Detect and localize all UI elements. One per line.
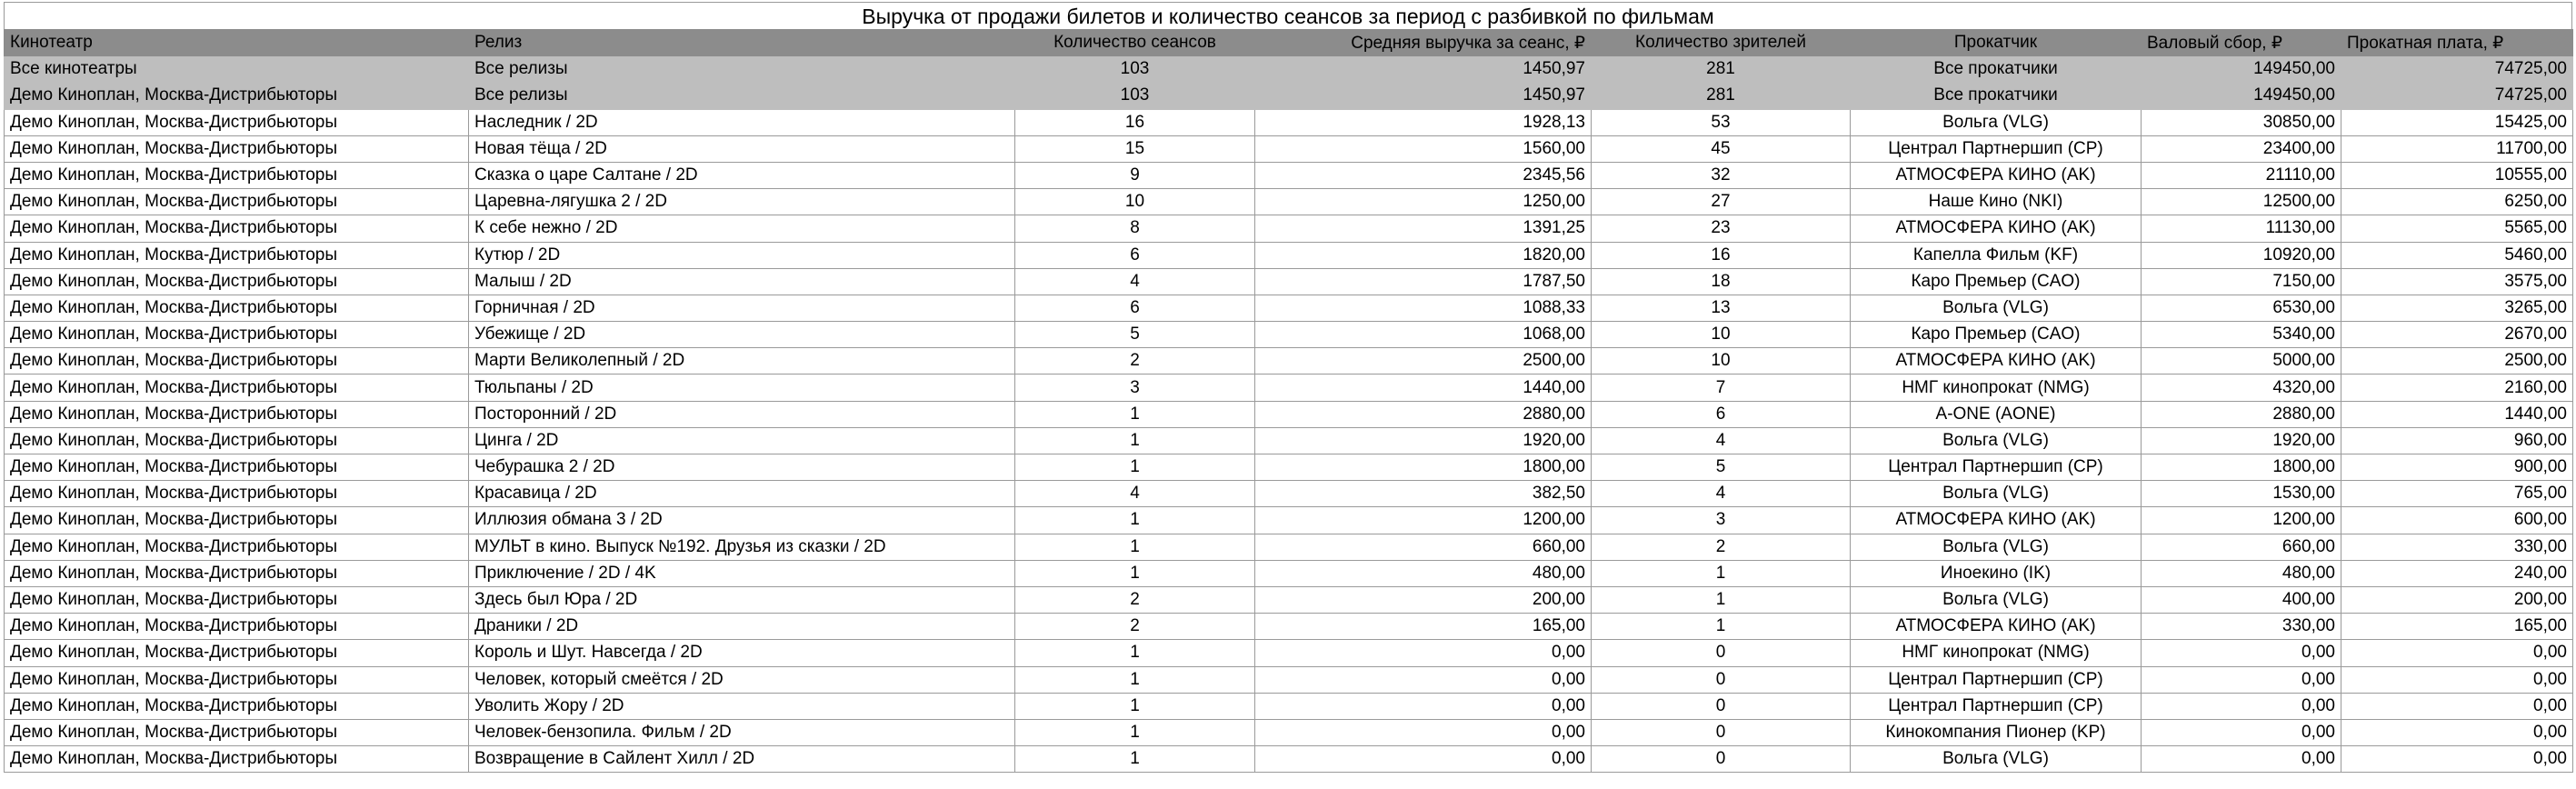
cell-distributor: Все прокатчики [1851, 56, 2142, 83]
cell-sessions: 1 [1015, 454, 1255, 481]
cell-sessions: 10 [1015, 189, 1255, 215]
cell-gross: 0,00 [2142, 666, 2341, 693]
cell-sessions: 2 [1015, 586, 1255, 613]
table-row[interactable] [5, 560, 2573, 586]
table-row[interactable] [5, 454, 2573, 481]
cell-release: Человек, который смеётся / 2D [469, 666, 1015, 693]
cell-rental-fee: 200,00 [2341, 586, 2573, 613]
cell-rental-fee: 6250,00 [2341, 189, 2573, 215]
cell-cinema: Демо Киноплан, Москва-Дистрибьюторы [5, 666, 469, 693]
header-distributor[interactable]: Прокатчик [1851, 30, 2142, 56]
table-row[interactable] [5, 693, 2573, 719]
cell-gross: 10920,00 [2142, 242, 2341, 268]
cell-rental-fee: 5565,00 [2341, 215, 2573, 242]
cell-sessions: 1 [1015, 427, 1255, 454]
cell-avg-revenue: 2500,00 [1255, 348, 1592, 375]
header-row [5, 30, 2573, 56]
cell-viewers: 1 [1592, 614, 1851, 640]
cell-release: Новая тёща / 2D [469, 135, 1015, 162]
cell-sessions: 1 [1015, 560, 1255, 586]
table-body [5, 56, 2573, 773]
cell-gross: 1800,00 [2142, 454, 2341, 481]
cell-avg-revenue: 1450,97 [1255, 56, 1592, 83]
cell-rental-fee: 3265,00 [2341, 295, 2573, 321]
cell-sessions: 103 [1015, 83, 1255, 109]
cell-viewers: 281 [1592, 83, 1851, 109]
cell-distributor: НМГ кинопрокат (NMG) [1851, 375, 2142, 401]
cell-gross: 0,00 [2142, 693, 2341, 719]
table-row[interactable] [5, 189, 2573, 215]
cell-gross: 2880,00 [2142, 401, 2341, 427]
cell-release: К себе нежно / 2D [469, 215, 1015, 242]
cell-release: Возвращение в Сайлент Хилл / 2D [469, 746, 1015, 773]
cell-cinema: Демо Киноплан, Москва-Дистрибьюторы [5, 375, 469, 401]
cell-rental-fee: 15425,00 [2341, 109, 2573, 135]
cell-rental-fee: 0,00 [2341, 746, 2573, 773]
cell-release: Убежище / 2D [469, 322, 1015, 348]
table-row[interactable] [5, 427, 2573, 454]
cell-cinema: Демо Киноплан, Москва-Дистрибьюторы [5, 746, 469, 773]
table-row[interactable] [5, 719, 2573, 745]
cell-rental-fee: 0,00 [2341, 640, 2573, 666]
cell-distributor: Централ Партнершип (CP) [1851, 454, 2142, 481]
cell-distributor: Вольга (VLG) [1851, 427, 2142, 454]
cell-viewers: 0 [1592, 666, 1851, 693]
table-row[interactable] [5, 215, 2573, 242]
table-row[interactable] [5, 375, 2573, 401]
cell-avg-revenue: 1820,00 [1255, 242, 1592, 268]
cell-avg-revenue: 165,00 [1255, 614, 1592, 640]
cell-sessions: 1 [1015, 746, 1255, 773]
cell-avg-revenue: 1787,50 [1255, 268, 1592, 295]
cell-avg-revenue: 1920,00 [1255, 427, 1592, 454]
cell-avg-revenue: 1560,00 [1255, 135, 1592, 162]
header-avg-revenue[interactable]: Средняя выручка за сеанс, ₽ [1255, 30, 1592, 56]
cell-sessions: 1 [1015, 401, 1255, 427]
cell-release: Король и Шут. Навсегда / 2D [469, 640, 1015, 666]
cell-gross: 1200,00 [2142, 507, 2341, 534]
table-row[interactable] [5, 135, 2573, 162]
cell-viewers: 4 [1592, 481, 1851, 507]
cell-avg-revenue: 1250,00 [1255, 189, 1592, 215]
cell-avg-revenue: 1800,00 [1255, 454, 1592, 481]
cell-distributor: Вольга (VLG) [1851, 295, 2142, 321]
cell-distributor: Централ Партнершип (CP) [1851, 666, 2142, 693]
cell-rental-fee: 240,00 [2341, 560, 2573, 586]
cell-viewers: 13 [1592, 295, 1851, 321]
cell-cinema: Демо Киноплан, Москва-Дистрибьюторы [5, 162, 469, 188]
cell-cinema: Демо Киноплан, Москва-Дистрибьюторы [5, 586, 469, 613]
cell-cinema: Демо Киноплан, Москва-Дистрибьюторы [5, 348, 469, 375]
cell-avg-revenue: 0,00 [1255, 719, 1592, 745]
cell-rental-fee: 0,00 [2341, 719, 2573, 745]
cell-viewers: 0 [1592, 640, 1851, 666]
cell-avg-revenue: 382,50 [1255, 481, 1592, 507]
cell-release: Тюльпаны / 2D [469, 375, 1015, 401]
cell-rental-fee: 3575,00 [2341, 268, 2573, 295]
cell-sessions: 1 [1015, 666, 1255, 693]
cell-cinema: Демо Киноплан, Москва-Дистрибьюторы [5, 242, 469, 268]
header-cinema[interactable]: Кинотеатр [5, 30, 469, 56]
cell-sessions: 8 [1015, 215, 1255, 242]
cell-distributor: АТМОСФЕРА КИНО (AK) [1851, 348, 2142, 375]
cell-viewers: 16 [1592, 242, 1851, 268]
cell-distributor: АТМОСФЕРА КИНО (AK) [1851, 162, 2142, 188]
cell-rental-fee: 960,00 [2341, 427, 2573, 454]
cell-viewers: 10 [1592, 322, 1851, 348]
cell-cinema: Демо Киноплан, Москва-Дистрибьюторы [5, 268, 469, 295]
cell-cinema: Демо Киноплан, Москва-Дистрибьюторы [5, 614, 469, 640]
cell-gross: 400,00 [2142, 586, 2341, 613]
cell-release: Все релизы [469, 56, 1015, 83]
cell-viewers: 53 [1592, 109, 1851, 135]
cell-release: Уволить Жору / 2D [469, 693, 1015, 719]
table-row[interactable] [5, 322, 2573, 348]
cell-release: МУЛЬТ в кино. Выпуск №192. Друзья из сказки / 2D [469, 534, 1015, 560]
cell-viewers: 281 [1592, 56, 1851, 83]
cell-cinema: Демо Киноплан, Москва-Дистрибьюторы [5, 507, 469, 534]
table-row[interactable] [5, 534, 2573, 560]
cell-sessions: 15 [1015, 135, 1255, 162]
table-row[interactable] [5, 401, 2573, 427]
cell-rental-fee: 600,00 [2341, 507, 2573, 534]
cell-release: Горничная / 2D [469, 295, 1015, 321]
cell-avg-revenue: 1928,13 [1255, 109, 1592, 135]
cell-rental-fee: 900,00 [2341, 454, 2573, 481]
cell-viewers: 7 [1592, 375, 1851, 401]
cell-gross: 4320,00 [2142, 375, 2341, 401]
cell-gross: 5340,00 [2142, 322, 2341, 348]
cell-avg-revenue: 2880,00 [1255, 401, 1592, 427]
total-row[interactable] [5, 83, 2573, 109]
cell-release: Царевна-лягушка 2 / 2D [469, 189, 1015, 215]
cell-gross: 0,00 [2142, 719, 2341, 745]
cell-rental-fee: 330,00 [2341, 534, 2573, 560]
cell-avg-revenue: 660,00 [1255, 534, 1592, 560]
cell-avg-revenue: 1068,00 [1255, 322, 1592, 348]
cell-release: Сказка о царе Салтане / 2D [469, 162, 1015, 188]
cell-cinema: Демо Киноплан, Москва-Дистрибьюторы [5, 135, 469, 162]
cell-release: Приключение / 2D / 4K [469, 560, 1015, 586]
cell-rental-fee: 165,00 [2341, 614, 2573, 640]
cell-gross: 149450,00 [2142, 83, 2341, 109]
cell-release: Здесь был Юра / 2D [469, 586, 1015, 613]
cell-viewers: 27 [1592, 189, 1851, 215]
cell-cinema: Все кинотеатры [5, 56, 469, 83]
cell-rental-fee: 74725,00 [2341, 56, 2573, 83]
cell-rental-fee: 2670,00 [2341, 322, 2573, 348]
cell-release: Чебурашка 2 / 2D [469, 454, 1015, 481]
cell-gross: 30850,00 [2142, 109, 2341, 135]
table-row[interactable] [5, 295, 2573, 321]
cell-viewers: 3 [1592, 507, 1851, 534]
cell-distributor: Наше Кино (NKI) [1851, 189, 2142, 215]
cell-cinema: Демо Киноплан, Москва-Дистрибьюторы [5, 109, 469, 135]
table-row[interactable] [5, 109, 2573, 135]
cell-avg-revenue: 1440,00 [1255, 375, 1592, 401]
cell-sessions: 2 [1015, 348, 1255, 375]
cell-release: Посторонний / 2D [469, 401, 1015, 427]
cell-cinema: Демо Киноплан, Москва-Дистрибьюторы [5, 719, 469, 745]
cell-rental-fee: 5460,00 [2341, 242, 2573, 268]
cell-sessions: 6 [1015, 295, 1255, 321]
table-row[interactable] [5, 162, 2573, 188]
cell-distributor: Централ Партнершип (CP) [1851, 693, 2142, 719]
cell-release: Все релизы [469, 83, 1015, 109]
cell-cinema: Демо Киноплан, Москва-Дистрибьюторы [5, 189, 469, 215]
cell-sessions: 16 [1015, 109, 1255, 135]
cell-viewers: 45 [1592, 135, 1851, 162]
cell-avg-revenue: 1450,97 [1255, 83, 1592, 109]
cell-gross: 11130,00 [2142, 215, 2341, 242]
cell-cinema: Демо Киноплан, Москва-Дистрибьюторы [5, 560, 469, 586]
cell-viewers: 0 [1592, 719, 1851, 745]
cell-release: Иллюзия обмана 3 / 2D [469, 507, 1015, 534]
cell-sessions: 1 [1015, 534, 1255, 560]
table-row[interactable] [5, 586, 2573, 613]
cell-distributor: Каро Премьер (CAO) [1851, 322, 2142, 348]
cell-avg-revenue: 1391,25 [1255, 215, 1592, 242]
header-release[interactable]: Релиз [469, 30, 1015, 56]
cell-rental-fee: 0,00 [2341, 693, 2573, 719]
report-title: Выручка от продажи билетов и количество сеансов за период с разбивкой по фильмам [4, 2, 2572, 29]
cell-distributor: Вольга (VLG) [1851, 481, 2142, 507]
table-row[interactable] [5, 268, 2573, 295]
cell-cinema: Демо Киноплан, Москва-Дистрибьюторы [5, 215, 469, 242]
cell-avg-revenue: 0,00 [1255, 640, 1592, 666]
table-row[interactable] [5, 614, 2573, 640]
cell-cinema: Демо Киноплан, Москва-Дистрибьюторы [5, 640, 469, 666]
cell-distributor: АТМОСФЕРА КИНО (AK) [1851, 215, 2142, 242]
cell-rental-fee: 10555,00 [2341, 162, 2573, 188]
table-row[interactable] [5, 348, 2573, 375]
cell-release: Цинга / 2D [469, 427, 1015, 454]
cell-viewers: 6 [1592, 401, 1851, 427]
cell-viewers: 4 [1592, 427, 1851, 454]
cell-sessions: 4 [1015, 268, 1255, 295]
cell-distributor: Иноекино (IK) [1851, 560, 2142, 586]
cell-release: Кутюр / 2D [469, 242, 1015, 268]
cell-distributor: АТМОСФЕРА КИНО (AK) [1851, 507, 2142, 534]
cell-sessions: 4 [1015, 481, 1255, 507]
cell-release: Драники / 2D [469, 614, 1015, 640]
cell-sessions: 5 [1015, 322, 1255, 348]
header-sessions[interactable]: Количество сеансов [1015, 30, 1255, 56]
cell-release: Марти Великолепный / 2D [469, 348, 1015, 375]
cell-gross: 660,00 [2142, 534, 2341, 560]
cell-gross: 149450,00 [2142, 56, 2341, 83]
cell-sessions: 1 [1015, 640, 1255, 666]
cell-viewers: 10 [1592, 348, 1851, 375]
cell-gross: 1920,00 [2142, 427, 2341, 454]
cell-rental-fee: 0,00 [2341, 666, 2573, 693]
cell-distributor: Вольга (VLG) [1851, 746, 2142, 773]
cell-gross: 1530,00 [2142, 481, 2341, 507]
cell-avg-revenue: 1088,33 [1255, 295, 1592, 321]
cell-distributor: НМГ кинопрокат (NMG) [1851, 640, 2142, 666]
report-table [4, 29, 2573, 773]
cell-sessions: 2 [1015, 614, 1255, 640]
cell-viewers: 32 [1592, 162, 1851, 188]
cell-distributor: Вольга (VLG) [1851, 109, 2142, 135]
cell-viewers: 0 [1592, 746, 1851, 773]
cell-rental-fee: 765,00 [2341, 481, 2573, 507]
cell-avg-revenue: 0,00 [1255, 693, 1592, 719]
cell-distributor: A-ONE (AONE) [1851, 401, 2142, 427]
cell-rental-fee: 1440,00 [2341, 401, 2573, 427]
cell-release: Красавица / 2D [469, 481, 1015, 507]
cell-release: Наследник / 2D [469, 109, 1015, 135]
cell-distributor: АТМОСФЕРА КИНО (AK) [1851, 614, 2142, 640]
cell-viewers: 2 [1592, 534, 1851, 560]
cell-sessions: 6 [1015, 242, 1255, 268]
header-viewers[interactable]: Количество зрителей [1592, 30, 1851, 56]
report-sheet [4, 2, 2572, 773]
cell-gross: 6530,00 [2142, 295, 2341, 321]
cell-sessions: 1 [1015, 507, 1255, 534]
cell-cinema: Демо Киноплан, Москва-Дистрибьюторы [5, 693, 469, 719]
cell-rental-fee: 11700,00 [2341, 135, 2573, 162]
cell-avg-revenue: 200,00 [1255, 586, 1592, 613]
cell-cinema: Демо Киноплан, Москва-Дистрибьюторы [5, 83, 469, 109]
cell-cinema: Демо Киноплан, Москва-Дистрибьюторы [5, 534, 469, 560]
cell-cinema: Демо Киноплан, Москва-Дистрибьюторы [5, 481, 469, 507]
cell-viewers: 1 [1592, 586, 1851, 613]
cell-gross: 0,00 [2142, 746, 2341, 773]
cell-cinema: Демо Киноплан, Москва-Дистрибьюторы [5, 454, 469, 481]
cell-viewers: 23 [1592, 215, 1851, 242]
cell-distributor: Вольга (VLG) [1851, 586, 2142, 613]
cell-gross: 7150,00 [2142, 268, 2341, 295]
cell-avg-revenue: 0,00 [1255, 746, 1592, 773]
cell-sessions: 3 [1015, 375, 1255, 401]
cell-distributor: Централ Партнершип (CP) [1851, 135, 2142, 162]
cell-distributor: Каро Премьер (CAO) [1851, 268, 2142, 295]
cell-cinema: Демо Киноплан, Москва-Дистрибьюторы [5, 427, 469, 454]
table-row[interactable] [5, 507, 2573, 534]
cell-rental-fee: 2160,00 [2341, 375, 2573, 401]
cell-cinema: Демо Киноплан, Москва-Дистрибьюторы [5, 295, 469, 321]
cell-viewers: 1 [1592, 560, 1851, 586]
header-rental-fee[interactable]: Прокатная плата, ₽ [2341, 30, 2573, 56]
table-row[interactable] [5, 640, 2573, 666]
cell-avg-revenue: 2345,56 [1255, 162, 1592, 188]
cell-sessions: 1 [1015, 719, 1255, 745]
cell-cinema: Демо Киноплан, Москва-Дистрибьюторы [5, 401, 469, 427]
cell-viewers: 5 [1592, 454, 1851, 481]
cell-gross: 480,00 [2142, 560, 2341, 586]
cell-avg-revenue: 480,00 [1255, 560, 1592, 586]
cell-viewers: 18 [1592, 268, 1851, 295]
cell-distributor: Все прокатчики [1851, 83, 2142, 109]
cell-rental-fee: 2500,00 [2341, 348, 2573, 375]
cell-avg-revenue: 1200,00 [1255, 507, 1592, 534]
cell-sessions: 9 [1015, 162, 1255, 188]
cell-release: Человек-бензопила. Фильм / 2D [469, 719, 1015, 745]
cell-gross: 23400,00 [2142, 135, 2341, 162]
table-row[interactable] [5, 242, 2573, 268]
cell-gross: 5000,00 [2142, 348, 2341, 375]
cell-gross: 12500,00 [2142, 189, 2341, 215]
cell-gross: 330,00 [2142, 614, 2341, 640]
cell-avg-revenue: 0,00 [1255, 666, 1592, 693]
cell-cinema: Демо Киноплан, Москва-Дистрибьюторы [5, 322, 469, 348]
total-row[interactable] [5, 56, 2573, 83]
cell-release: Малыш / 2D [469, 268, 1015, 295]
cell-gross: 0,00 [2142, 640, 2341, 666]
cell-viewers: 0 [1592, 693, 1851, 719]
cell-distributor: Кинокомпания Пионер (KP) [1851, 719, 2142, 745]
cell-distributor: Капелла Фильм (KF) [1851, 242, 2142, 268]
table-header [5, 30, 2573, 56]
cell-distributor: Вольга (VLG) [1851, 534, 2142, 560]
cell-sessions: 103 [1015, 56, 1255, 83]
cell-sessions: 1 [1015, 693, 1255, 719]
header-gross[interactable]: Валовый сбор, ₽ [2142, 30, 2341, 56]
table-row[interactable] [5, 746, 2573, 773]
cell-rental-fee: 74725,00 [2341, 83, 2573, 109]
cell-gross: 21110,00 [2142, 162, 2341, 188]
table-row[interactable] [5, 481, 2573, 507]
table-row[interactable] [5, 666, 2573, 693]
